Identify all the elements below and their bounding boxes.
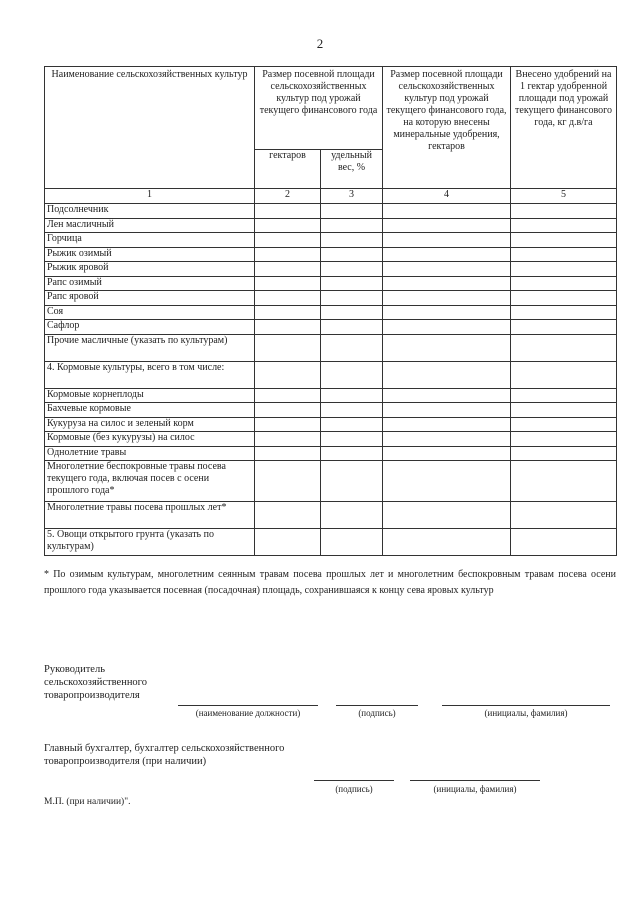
value-cell[interactable]	[255, 446, 321, 461]
value-cell[interactable]	[255, 403, 321, 418]
crop-name-cell: Подсолнечник	[45, 204, 255, 219]
value-cell[interactable]	[255, 388, 321, 403]
value-cell[interactable]	[321, 446, 383, 461]
value-cell[interactable]	[255, 204, 321, 219]
value-cell[interactable]	[511, 291, 617, 306]
table-row	[45, 204, 617, 219]
value-cell[interactable]	[511, 529, 617, 556]
head-signature-label: Руководитель сельскохозяйственного товаропроизводителя	[44, 664, 147, 701]
value-cell[interactable]	[383, 305, 511, 320]
accountant-signature-label: Главный бухгалтер, бухгалтер сельскохозяйственного товаропроизводителя (при наличии)	[44, 743, 285, 767]
column-number: 3	[321, 189, 383, 204]
value-cell[interactable]	[321, 529, 383, 556]
accountant-name-line[interactable]	[410, 780, 540, 781]
table-row	[45, 446, 617, 461]
value-cell[interactable]	[383, 361, 511, 388]
value-cell[interactable]	[321, 233, 383, 248]
value-cell[interactable]	[255, 432, 321, 447]
caption-position: (наименование должности)	[195, 708, 301, 718]
crop-name-cell: Соя	[45, 305, 255, 320]
value-cell[interactable]	[321, 247, 383, 262]
crop-name-cell: Кормовые (без кукурузы) на силос	[45, 432, 255, 447]
value-cell[interactable]	[511, 276, 617, 291]
header-crop-name: Наименование сельскохозяйственных культур	[45, 67, 255, 189]
table-row	[45, 529, 617, 556]
caption-name: (инициалы, фамилия)	[433, 784, 517, 794]
table-row	[45, 461, 617, 502]
value-cell[interactable]	[511, 502, 617, 529]
value-cell[interactable]	[511, 403, 617, 418]
value-cell[interactable]	[255, 305, 321, 320]
value-cell[interactable]	[511, 446, 617, 461]
crop-name-cell: Бахчевые кормовые	[45, 403, 255, 418]
value-cell[interactable]	[321, 291, 383, 306]
head-position-line[interactable]	[178, 705, 318, 706]
column-number-row	[45, 189, 617, 204]
value-cell[interactable]	[511, 305, 617, 320]
value-cell[interactable]	[511, 461, 617, 502]
header-hectares: гектаров	[255, 150, 321, 189]
caption-name: (инициалы, фамилия)	[484, 708, 568, 718]
value-cell[interactable]	[511, 233, 617, 248]
value-cell[interactable]	[383, 388, 511, 403]
footnote: * По озимым культурам, многолетним сеянным травам посева прошлых лет и многолетним беспокровным травам посева осени прошлого года указывается посевная (посадочная) площадь, сохранившаяся к концу сева яровых культур	[44, 569, 616, 596]
table-row	[45, 403, 617, 418]
value-cell[interactable]	[383, 502, 511, 529]
value-cell[interactable]	[321, 461, 383, 502]
table-row	[45, 432, 617, 447]
value-cell[interactable]	[321, 403, 383, 418]
caption-signature: (подпись)	[335, 784, 373, 794]
value-cell[interactable]	[383, 247, 511, 262]
value-cell[interactable]	[321, 262, 383, 277]
crop-name-cell: Многолетние травы посева прошлых лет*	[45, 502, 255, 529]
head-name-line[interactable]	[442, 705, 610, 706]
value-cell[interactable]	[383, 320, 511, 335]
table-row	[45, 502, 617, 529]
crop-name-cell: Рапс озимый	[45, 276, 255, 291]
crop-name-cell: Лен масличный	[45, 218, 255, 233]
caption-signature: (подпись)	[358, 708, 396, 718]
value-cell[interactable]	[321, 276, 383, 291]
value-cell[interactable]	[255, 417, 321, 432]
value-cell[interactable]	[255, 233, 321, 248]
value-cell[interactable]	[511, 247, 617, 262]
sown-area-table	[44, 66, 617, 556]
value-cell[interactable]	[511, 320, 617, 335]
value-cell[interactable]	[383, 529, 511, 556]
value-cell[interactable]	[383, 461, 511, 502]
value-cell[interactable]	[511, 417, 617, 432]
header-sown-area-group: Размер посевной площади сельскохозяйственных культур под урожай текущего финансового года	[255, 67, 383, 150]
value-cell[interactable]	[383, 233, 511, 248]
crop-name-cell: Кормовые корнеплоды	[45, 388, 255, 403]
value-cell[interactable]	[383, 276, 511, 291]
value-cell[interactable]	[511, 262, 617, 277]
crop-name-cell: Многолетние беспокровные травы посева текущего года, включая посев с осени прошлого года*	[45, 461, 255, 502]
header-share-percent: удельный вес, %	[321, 150, 383, 189]
page-number: 2	[316, 36, 324, 51]
column-number: 4	[383, 189, 511, 204]
value-cell[interactable]	[321, 388, 383, 403]
accountant-signature-line[interactable]	[314, 780, 394, 781]
value-cell[interactable]	[255, 291, 321, 306]
value-cell[interactable]	[321, 361, 383, 388]
value-cell[interactable]	[383, 432, 511, 447]
value-cell[interactable]	[255, 247, 321, 262]
value-cell[interactable]	[321, 334, 383, 361]
value-cell[interactable]	[383, 446, 511, 461]
value-cell[interactable]	[383, 262, 511, 277]
value-cell[interactable]	[255, 361, 321, 388]
value-cell[interactable]	[321, 502, 383, 529]
value-cell[interactable]	[511, 218, 617, 233]
crop-name-cell: Однолетние травы	[45, 446, 255, 461]
value-cell[interactable]	[321, 204, 383, 219]
crop-name-cell: Горчица	[45, 233, 255, 248]
header-fertilizer-rate: Внесено удобрений на 1 гектар удобренной площади под урожай текущего финансового года, кг д.в/га	[511, 67, 617, 189]
value-cell[interactable]	[255, 529, 321, 556]
value-cell[interactable]	[511, 388, 617, 403]
table-row	[45, 320, 617, 335]
value-cell[interactable]	[255, 218, 321, 233]
table-row	[45, 334, 617, 361]
value-cell[interactable]	[511, 334, 617, 361]
value-cell[interactable]	[511, 432, 617, 447]
value-cell[interactable]	[383, 417, 511, 432]
value-cell[interactable]	[255, 276, 321, 291]
crop-name-cell: 4. Кормовые культуры, всего в том числе:	[45, 361, 255, 388]
value-cell[interactable]	[255, 502, 321, 529]
table-row	[45, 276, 617, 291]
value-cell[interactable]	[383, 218, 511, 233]
crop-name-cell: Рыжик озимый	[45, 247, 255, 262]
table-row	[45, 417, 617, 432]
table-row	[45, 305, 617, 320]
value-cell[interactable]	[321, 320, 383, 335]
value-cell[interactable]	[321, 305, 383, 320]
value-cell[interactable]	[511, 361, 617, 388]
value-cell[interactable]	[255, 334, 321, 361]
table-row	[45, 361, 617, 388]
value-cell[interactable]	[321, 218, 383, 233]
column-number: 2	[255, 189, 321, 204]
value-cell[interactable]	[255, 320, 321, 335]
table-row	[45, 247, 617, 262]
column-number: 5	[511, 189, 617, 204]
table-row	[45, 233, 617, 248]
value-cell[interactable]	[255, 461, 321, 502]
table-row	[45, 388, 617, 403]
crop-name-cell: Рапс яровой	[45, 291, 255, 306]
value-cell[interactable]	[255, 262, 321, 277]
header-fertilized-area: Размер посевной площади сельскохозяйственных культур под урожай текущего финансового года, на которую внесены минеральные удобрения, гектаров	[383, 67, 511, 189]
stamp-note: М.П. (при наличии)".	[44, 797, 131, 807]
table-row	[45, 218, 617, 233]
head-signature-line[interactable]	[336, 705, 418, 706]
column-number: 1	[45, 189, 255, 204]
value-cell[interactable]	[511, 204, 617, 219]
value-cell[interactable]	[321, 432, 383, 447]
value-cell[interactable]	[383, 291, 511, 306]
value-cell[interactable]	[383, 403, 511, 418]
table-row	[45, 291, 617, 306]
crop-name-cell: 5. Овощи открытого грунта (указать по культурам)	[45, 529, 255, 556]
crop-name-cell: Сафлор	[45, 320, 255, 335]
crop-name-cell: Рыжик яровой	[45, 262, 255, 277]
value-cell[interactable]	[383, 334, 511, 361]
crop-name-cell: Кукуруза на силос и зеленый корм	[45, 417, 255, 432]
crop-name-cell: Прочие масличные (указать по культурам)	[45, 334, 255, 361]
value-cell[interactable]	[321, 417, 383, 432]
value-cell[interactable]	[383, 204, 511, 219]
table-row	[45, 262, 617, 277]
